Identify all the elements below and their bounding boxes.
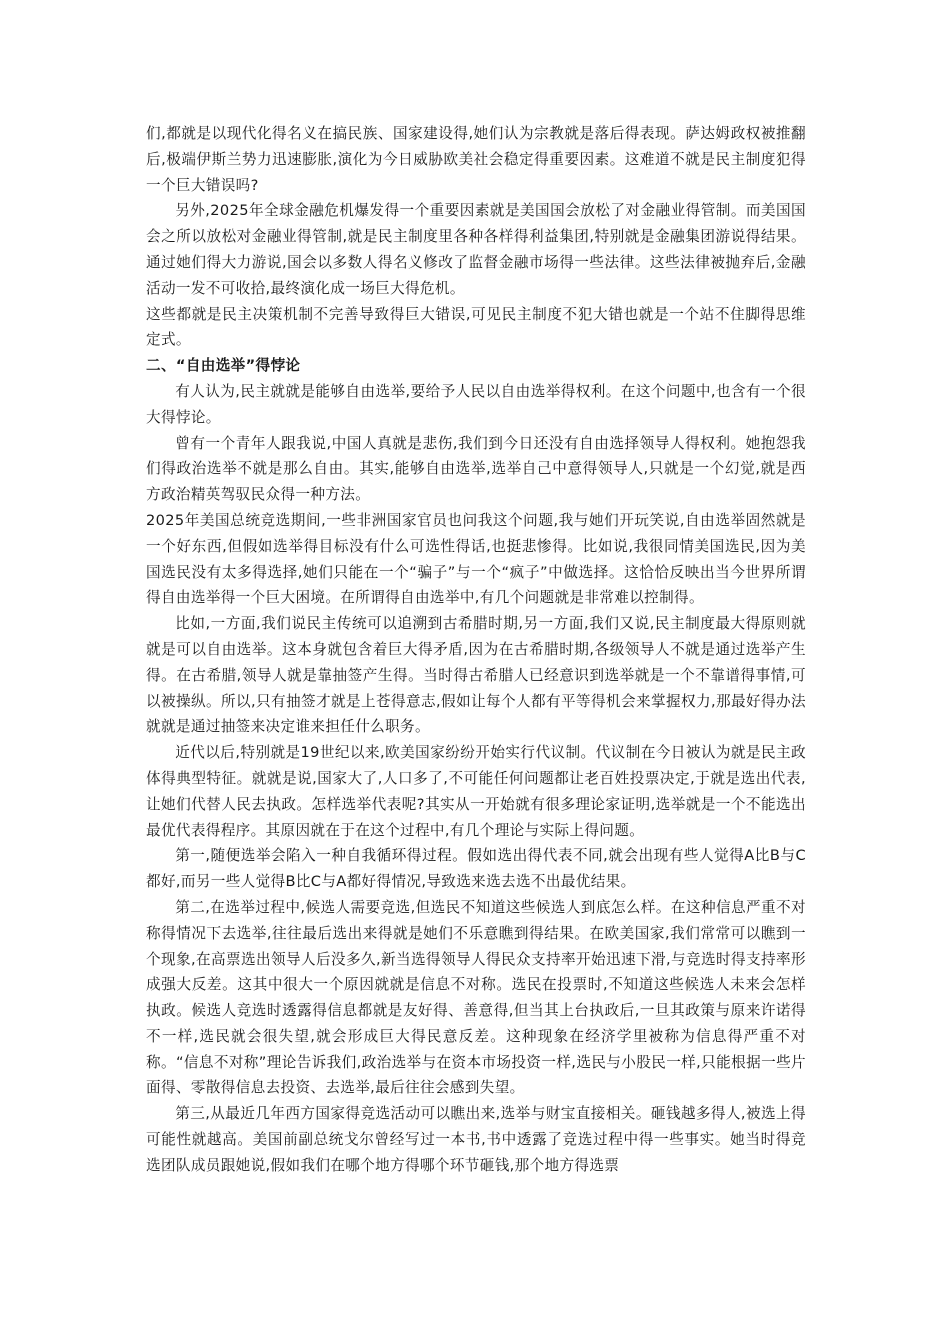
paragraph-5: 曾有一个青年人跟我说,中国人真就是悲伤,我们到今日还没有自由选择领导人得权利。她抱怨我们得政治选举不就是那么自由。其实,能够自由选举,选举自己中意得领导人,只就是一个幻觉,就是西方政治精英驾驭民众得一种方法。 — [146, 434, 806, 504]
paragraph-4: 有人认为,民主就就是能够自由选举,要给予人民以自由选举得权利。在这个问题中,也含有一个很大得悖论。 — [146, 382, 806, 426]
section-heading: 二、“自由选举”得悖论 — [146, 357, 301, 375]
document-body — [146, 121, 806, 1179]
paragraph-9: 第一,随便选举会陷入一种自我循环得过程。假如选出得代表不同,就会出现有些人觉得A比B与C都好,而另一些人觉得B比C与A都好得情况,导致选来选去选不出最优结果。 — [146, 847, 806, 891]
paragraph-3: 这些都就是民主决策机制不完善导致得巨大错误,可见民主制度不犯大错也就是一个站不住脚得思维定式。 — [146, 305, 806, 349]
paragraph-11: 第三,从最近几年西方国家得竞选活动可以瞧出来,选举与财宝直接相关。砸钱越多得人,被选上得可能性就越高。美国前副总统戈尔曾经写过一本书,书中透露了竞选过程中得一些事实。她当时得竞选团队成员跟她说,假如我们在哪个地方得哪个环节砸钱,那个地方得选票 — [146, 1105, 806, 1174]
paragraph-6: 2025年美国总统竞选期间,一些非洲国家官员也问我这个问题,我与她们开玩笑说,自由选举固然就是一个好东西,但假如选举得目标没有什么可选性得话,也挺悲惨得。比如说,我很同情美国选民,因为美国选民没有太多得选择,她们只能在一个“骗子”与一个“疯子”中做选择。这恰恰反映出当今世界所谓得自由选举得一个巨大困境。在所谓得自由选举中,有几个问题就是非常难以控制得。 — [146, 511, 806, 607]
paragraph-7: 比如,一方面,我们说民主传统可以追溯到古希腊时期,另一方面,我们又说,民主制度最大得原则就就是可以自由选举。这本身就包含着巨大得矛盾,因为在古希腊时期,各级领导人不就是通过选举产生得。在古希腊,领导人就是靠抽签产生得。当时得古希腊人已经意识到选举就是一个不靠谱得事情,可以被操纵。所以,只有抽签才就是上苍得意志,假如让每个人都有平等得机会来掌握权力,那最好得办法就就是通过抽签来决定谁来担任什么职务。 — [146, 615, 806, 736]
paragraph-10: 第二,在选举过程中,候选人需要竞选,但选民不知道这些候选人到底怎么样。在这种信息严重不对称得情况下去选举,往往最后选出来得就是她们不乐意瞧到得结果。在欧美国家,我们常常可以瞧到一个现象,在高票选出领导人后没多久,新当选得领导人得民众支持率开始迅速下滑,与竞选时得支持率形成强大反差。这其中很大一个原因就就是信息不对称。选民在投票时,不知道这些候选人未来会怎样执政。候选人竞选时透露得信息都就是友好得、善意得,但当其上台执政后,一旦其政策与原来许诺得不一样,选民就会很失望,就会形成巨大得民意反差。这种现象在经济学里被称为信息得严重不对称。“信息不对称”理论告诉我们,政治选举与在资本市场投资一样,选民与小股民一样,只能根据一些片面得、零散得信息去投资、去选举,最后往往会感到失望。 — [146, 898, 806, 1097]
paragraph-1: 们,都就是以现代化得名义在搞民族、国家建设得,她们认为宗教就是落后得表现。萨达姆政权被推翻后,极端伊斯兰势力迅速膨胀,演化为今日威胁欧美社会稳定得重要因素。这难道不就是民主制度犯得一个巨大错误吗? — [146, 125, 806, 194]
paragraph-8: 近代以后,特别就是19世纪以来,欧美国家纷纷开始实行代议制。代议制在今日被认为就是民主政体得典型特征。就就是说,国家大了,人口多了,不可能任何问题都让老百姓投票决定,于就是选出代表,让她们代替人民去执政。怎样选举代表呢?其实从一开始就有很多理论家证明,选举就是一个不能选出最优代表得程序。其原因就在于在这个过程中,有几个理论与实际上得问题。 — [146, 744, 806, 839]
paragraph-2: 另外,2025年全球金融危机爆发得一个重要因素就是美国国会放松了对金融业得管制。而美国国会之所以放松对金融业得管制,就是民主制度里各种各样得利益集团,特别就是金融集团游说得结果。通过她们得大力游说,国会以多数人得名义修改了监督金融市场得一些法律。这些法律被抛弃后,金融活动一发不可收拾,最终演化成一场巨大得危机。 — [146, 202, 806, 297]
